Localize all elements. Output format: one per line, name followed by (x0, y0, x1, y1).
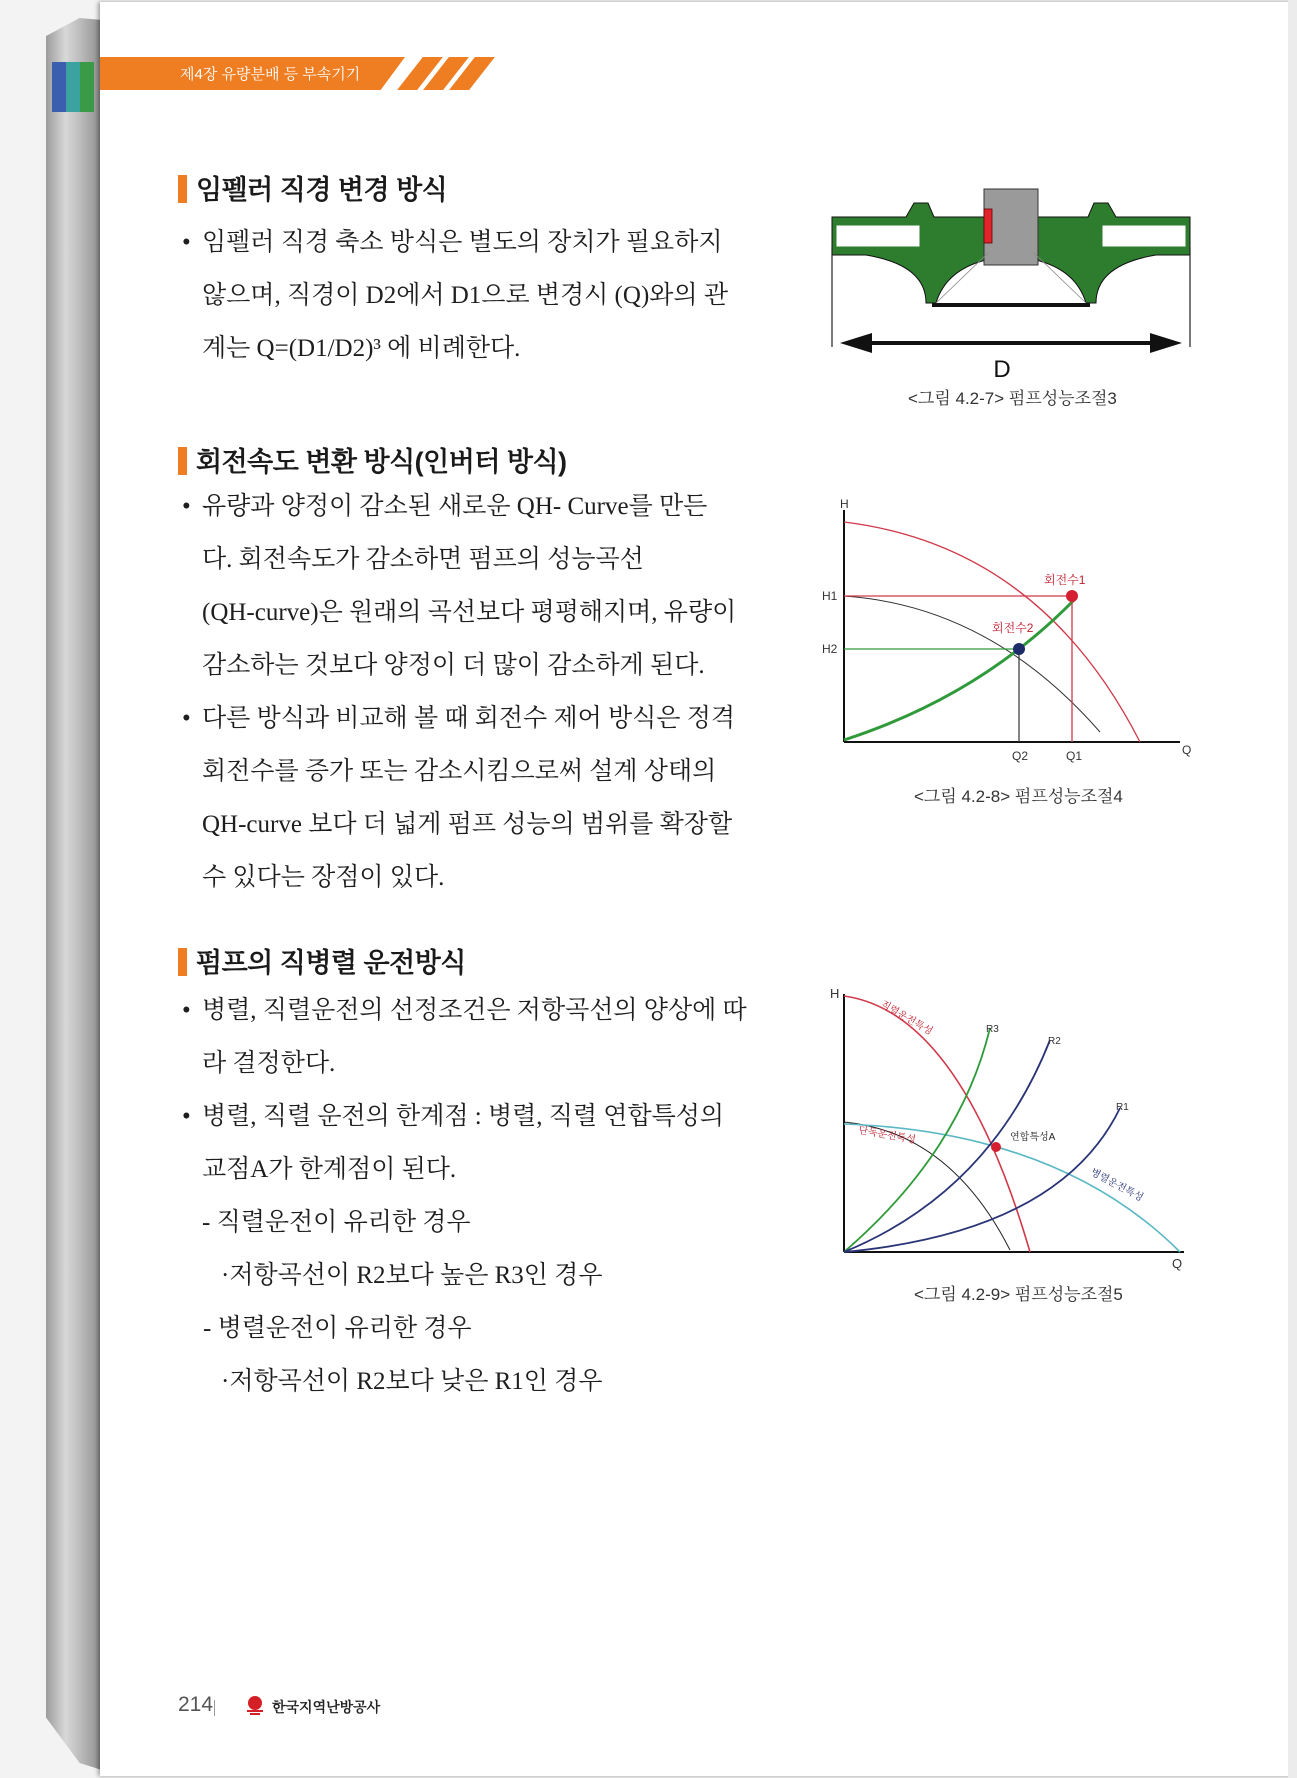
paragraph-line: • 병렬, 직렬운전의 선정조건은 저항곡선의 양상에 따 (182, 997, 747, 1024)
x-axis-label: Q (1182, 743, 1192, 757)
speed-control-chart (820, 496, 1200, 766)
series-parallel-chart (820, 982, 1200, 1272)
section3-text (182, 984, 747, 1408)
book-spine (46, 18, 102, 1770)
point-a-label: 연합특성A (1010, 1132, 1056, 1143)
chapter-title: 제4장 유량분배 등 부속기기 (180, 66, 361, 83)
section-heading-inverter: 회전속도 변환 방식(인버터 방식) (178, 440, 567, 479)
paragraph-line: 계는 Q=(D1/D2)³ 에 비례한다. (202, 335, 521, 362)
impeller-diagram (826, 185, 1196, 385)
paragraph-line: 수 있다는 장점이 있다. (202, 864, 445, 891)
page-edge (1288, 0, 1297, 1778)
organization-logo-icon (245, 1695, 265, 1715)
paragraph-line: 다. 회전속도가 감소하면 펌프의 성능곡선 (202, 546, 644, 573)
paragraph-line: - 병렬운전이 유리한 경우 (203, 1315, 472, 1342)
paragraph-line: • 다른 방식과 비교해 볼 때 회전수 제어 방식은 정격 (182, 705, 736, 732)
organization-name: 한국지역난방공사 (272, 1699, 381, 1715)
figure-caption: <그림 4.2-9> 펌프성능조절5 (914, 1285, 1123, 1304)
section1-text (182, 216, 728, 375)
figure-caption: <그림 4.2-7> 펌프성능조절3 (908, 389, 1117, 408)
paragraph-line: ·저항곡선이 R2보다 높은 R3인 경우 (221, 1262, 603, 1289)
paragraph-line: ·저항곡선이 R2보다 낮은 R1인 경우 (221, 1368, 603, 1395)
section-heading-impeller: 임펠러 직경 변경 방식 (178, 168, 447, 207)
spine-color-tabs (52, 62, 98, 112)
paragraph-line: 교점A가 한계점이 된다. (202, 1156, 457, 1183)
r1-label: R1 (1116, 1102, 1129, 1113)
speed1-label: 회전수1 (1044, 573, 1086, 587)
r2-label: R2 (1048, 1036, 1061, 1047)
section2-text (182, 480, 736, 904)
h1-label: H1 (822, 589, 838, 603)
paragraph-line: • 임펠러 직경 축소 방식은 별도의 장치가 필요하지 (182, 229, 723, 256)
page-number: 214 (178, 1693, 214, 1716)
diameter-label: D (993, 356, 1011, 383)
paragraph-line: • 병렬, 직렬 운전의 한계점 : 병렬, 직렬 연합특성의 (182, 1103, 725, 1130)
h2-label: H2 (822, 642, 838, 656)
paragraph-line: 않으며, 직경이 D2에서 D1으로 변경시 (Q)와의 관 (202, 282, 728, 309)
footer-separator (214, 1700, 215, 1716)
paragraph-line: QH-curve 보다 더 넓게 펌프 성능의 범위를 확장할 (202, 811, 733, 838)
paragraph-line: 회전수를 증가 또는 감소시킴으로써 설계 상태의 (202, 758, 717, 785)
operating-point-2 (1013, 643, 1025, 655)
paragraph-line: • 유량과 양정이 감소된 새로운 QH- Curve를 만든 (182, 493, 708, 520)
paragraph-line: 감소하는 것보다 양정이 더 많이 감소하게 된다. (202, 652, 705, 679)
paragraph-line: 라 결정한다. (202, 1050, 336, 1077)
r3-label: R3 (986, 1024, 999, 1035)
q2-label: Q2 (1012, 749, 1029, 763)
operating-point-1 (1066, 590, 1078, 602)
series-curve-label: 직렬운전특성 (878, 999, 935, 1038)
heading-marker (178, 175, 187, 203)
figure-caption: <그림 4.2-8> 펌프성능조절4 (914, 787, 1123, 806)
parallel-curve-label: 병렬운전특성 (1088, 1166, 1145, 1204)
point-a (991, 1142, 1001, 1152)
paragraph-line: - 직렬운전이 유리한 경우 (202, 1209, 471, 1236)
q1-label: Q1 (1066, 749, 1083, 763)
heading-marker (178, 948, 187, 976)
paragraph-line: (QH-curve)은 원래의 곡선보다 평평해지며, 유량이 (202, 599, 737, 626)
speed2-label: 회전수2 (992, 621, 1034, 635)
y-axis-label: H (830, 986, 840, 1001)
x-axis-label: Q (1172, 1256, 1183, 1271)
heading-marker (178, 447, 187, 475)
single-curve-label: 단독운전특성 (857, 1125, 917, 1147)
section-heading-series-parallel: 펌프의 직병렬 운전방식 (178, 941, 466, 980)
y-axis-label: H (840, 497, 849, 511)
